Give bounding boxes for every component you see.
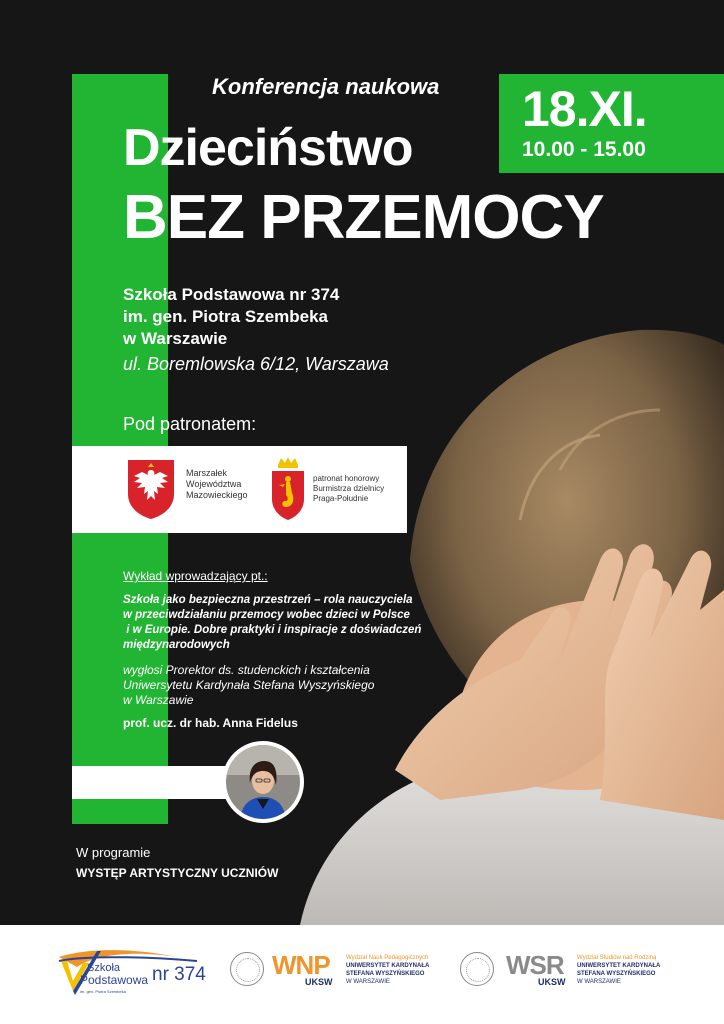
wnp-logo-subtitle: UKSW: [305, 977, 333, 987]
venue-school-line: Szkoła Podstawowa nr 374: [123, 285, 340, 304]
speaker-portrait-icon: [226, 745, 300, 819]
wnp-description-line: W WARSZAWIE: [346, 979, 390, 985]
school-logo-line2: Podstawowa: [80, 973, 149, 987]
patronage-label: Pod patronatem:: [123, 414, 257, 434]
speaker-intro: [123, 663, 423, 708]
patron2-text-line: Praga-Południe: [313, 494, 369, 503]
program-label: W programie: [76, 845, 151, 860]
patron1-text-line: Marszałek: [186, 468, 228, 478]
lecture-title-line: i w Europie. Dobre praktyki i inspiracje z doświadczeń: [123, 624, 422, 636]
wsr-description: [577, 954, 660, 986]
speaker-avatar: [222, 741, 304, 823]
venue-school: [123, 284, 339, 350]
wsr-description-line: UNIWERSYTET KARDYNAŁA: [577, 963, 661, 969]
lecture-title-line: w przeciwdziałaniu przemocy wobec dzieci w Polsce: [123, 609, 410, 621]
event-title-line1: Dzieciństwo: [123, 119, 413, 177]
patron2-text-line: patronat honorowy: [313, 474, 380, 483]
speaker-intro-line: w Warszawie: [123, 693, 194, 707]
speaker-name: prof. ucz. dr hab. Anna Fidelus: [123, 716, 298, 730]
uksw-seal-icon: [230, 952, 264, 986]
wnp-description-line: STEFANA WYSZYŃSKIEGO: [346, 971, 425, 977]
patronage-box: [72, 446, 407, 533]
wsr-logo: WSR: [506, 950, 564, 980]
school-logo-line1: Szkoła: [87, 962, 121, 974]
wsr-description-line: STEFANA WYSZYŃSKIEGO: [577, 971, 656, 977]
speaker-intro-line: Uniwersytetu Kardynała Stefana Wyszyńskiego: [123, 678, 375, 692]
patron1-text-line: Mazowieckiego: [186, 490, 248, 500]
venue-school-line: im. gen. Piotra Szembeka: [123, 307, 329, 326]
lecture-title: [123, 593, 463, 653]
venue-address: ul. Boremlowska 6/12, Warszawa: [123, 354, 389, 374]
wnp-description-line: Wydział Nauk Pedagogicznych: [346, 955, 429, 961]
sponsor-footer: [0, 925, 724, 1024]
program-item: WYSTĘP ARTYSTYCZNY UCZNIÓW: [76, 866, 279, 880]
wnp-description-line: UNIWERSYTET KARDYNAŁA: [346, 963, 430, 969]
wsr-logo-subtitle: UKSW: [538, 977, 566, 987]
wnp-logo: WNP: [272, 950, 330, 980]
event-subtitle: Konferencja naukowa: [212, 74, 440, 99]
patron2-text: [313, 474, 384, 504]
wnp-description: [346, 954, 429, 986]
wsr-description-line: Wydział Studiów nad Rodziną: [577, 955, 657, 961]
lecture-title-line: Szkoła jako bezpieczna przestrzeń – rola nauczyciela: [123, 594, 413, 606]
patron2-text-line: Burmistrza dzielnicy: [313, 484, 385, 493]
event-time: 10.00 - 15.00: [522, 138, 646, 161]
school-logo-number: nr 374: [152, 964, 206, 985]
lecture-label: Wykład wprowadzający pt.:: [123, 569, 268, 583]
school-logo-subtitle: im. gen. Piotra Szembeka: [80, 989, 126, 994]
patron1-text-line: Województwa: [186, 479, 242, 489]
mazovia-eagle-emblem-icon: [126, 458, 176, 520]
patron1-text: [186, 468, 248, 501]
event-title-line2: BEZ PRZEMOCY: [123, 183, 604, 252]
uksw-seal-icon: [460, 952, 494, 986]
lecture-title-line: międzynarodowych: [123, 639, 230, 651]
event-date: 18.XI.: [522, 81, 647, 137]
warsaw-mermaid-emblem-icon: [269, 455, 307, 521]
venue-school-line: w Warszawie: [123, 329, 228, 348]
wsr-description-line: W WARSZAWIE: [577, 979, 621, 985]
speaker-intro-line: wygłosi Prorektor ds. studenckich i kształcenia: [123, 663, 370, 677]
